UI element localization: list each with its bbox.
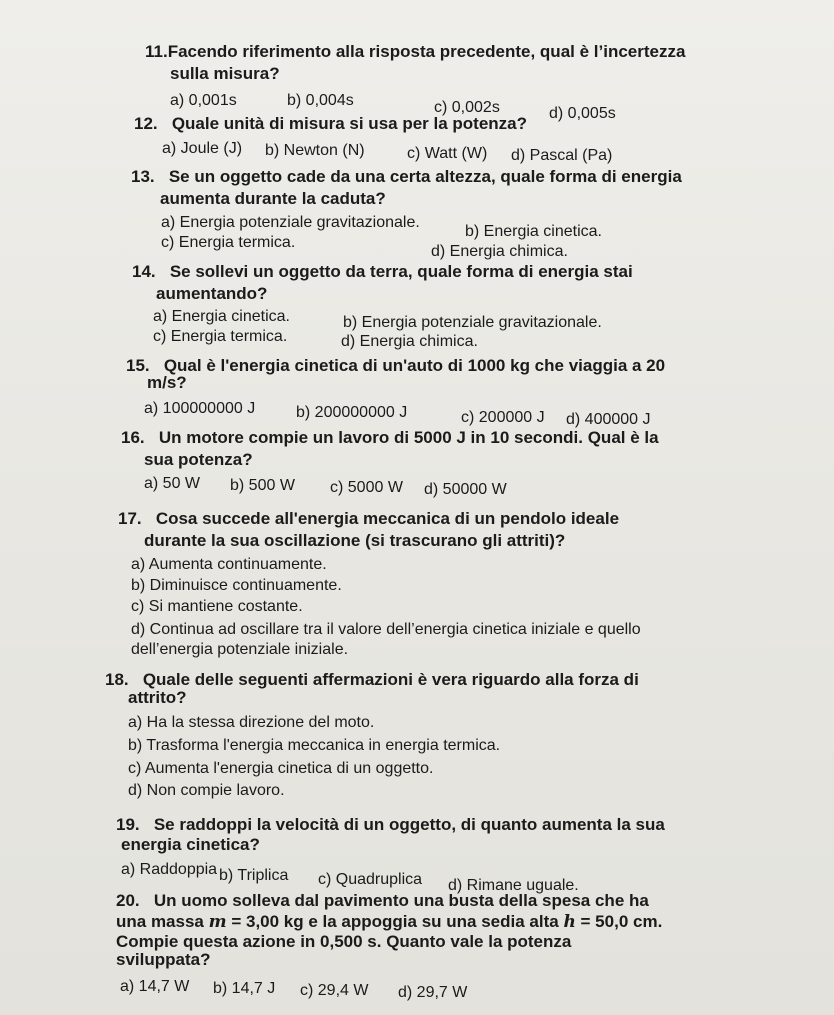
option-13-b[interactable]: b) Energia cinetica. bbox=[465, 223, 602, 240]
option-15-a[interactable]: a) 100000000 J bbox=[144, 400, 256, 417]
option-12-a[interactable]: a) Joule (J) bbox=[162, 140, 243, 157]
question-20-line2-part-a: una massa bbox=[116, 912, 209, 931]
option-18-d[interactable]: d) Non compie lavoro. bbox=[128, 782, 285, 799]
question-20-line4: sviluppata? bbox=[116, 950, 211, 969]
option-17-d-continued: dell’energia potenziale iniziale. bbox=[131, 641, 349, 658]
option-17-b[interactable]: b) Diminuisce continuamente. bbox=[131, 577, 342, 594]
option-17-a[interactable]: a) Aumenta continuamente. bbox=[131, 556, 327, 573]
mass-symbol: m bbox=[208, 912, 227, 932]
question-20-line3: Compie questa azione in 0,500 s. Quanto vale la potenza bbox=[116, 932, 572, 951]
option-18-c[interactable]: c) Aumenta l'energia cinetica di un oggetto. bbox=[128, 760, 434, 777]
question-16-line1 bbox=[121, 428, 659, 448]
question-20-line2-part-b: = 3,00 kg e la appoggia su una sedia alta bbox=[226, 912, 564, 931]
question-19-text: Se raddoppi la velocità di un oggetto, di quanto aumenta la sua bbox=[153, 815, 665, 834]
question-15-text: Qual è l'energia cinetica di un'auto di 1000 kg che viaggia a 20 bbox=[163, 356, 666, 375]
option-12-c[interactable]: c) Watt (W) bbox=[407, 145, 488, 162]
question-20-line2-part-c: = 50,0 cm. bbox=[575, 912, 663, 931]
option-17-c[interactable]: c) Si mantiene costante. bbox=[131, 598, 303, 615]
option-14-b[interactable]: b) Energia potenziale gravitazionale. bbox=[343, 314, 602, 331]
option-15-b[interactable]: b) 200000000 J bbox=[296, 404, 408, 421]
option-13-d[interactable]: d) Energia chimica. bbox=[431, 243, 568, 260]
option-14-a[interactable]: a) Energia cinetica. bbox=[153, 308, 290, 325]
option-20-c[interactable]: c) 29,4 W bbox=[300, 982, 369, 999]
question-20-number: 20. bbox=[116, 891, 140, 910]
question-17-line2: durante la sua oscillazione (si trascurano gli attriti)? bbox=[144, 531, 566, 550]
question-17-text: Cosa succede all'energia meccanica di un pendolo ideale bbox=[155, 509, 620, 528]
question-18-line1 bbox=[105, 670, 639, 690]
question-18-line2: attrito? bbox=[128, 688, 187, 707]
question-11-line1 bbox=[145, 42, 685, 62]
question-15-line1 bbox=[126, 356, 665, 376]
option-19-c[interactable]: c) Quadruplica bbox=[318, 871, 423, 888]
option-14-d[interactable]: d) Energia chimica. bbox=[341, 333, 478, 350]
question-12-text: Quale unità di misura si usa per la potenza? bbox=[171, 114, 528, 133]
option-13-a[interactable]: a) Energia potenziale gravitazionale. bbox=[161, 214, 420, 231]
question-15-number: 15. bbox=[126, 356, 150, 375]
question-15-line2: m/s? bbox=[147, 373, 187, 392]
option-20-a[interactable]: a) 14,7 W bbox=[120, 978, 190, 995]
option-18-b[interactable]: b) Trasforma l'energia meccanica in energia termica. bbox=[128, 737, 501, 754]
question-14-text: Se sollevi un oggetto da terra, quale forma di energia stai bbox=[169, 262, 633, 281]
option-19-a[interactable]: a) Raddoppia bbox=[121, 861, 218, 878]
question-11-text: Facendo riferimento alla risposta precedente, qual è l’incertezza bbox=[167, 42, 686, 61]
option-16-d[interactable]: d) 50000 W bbox=[424, 481, 507, 498]
question-18-number: 18. bbox=[105, 670, 129, 689]
question-19-line2: energia cinetica? bbox=[121, 835, 260, 854]
question-16-number: 16. bbox=[121, 428, 145, 447]
question-13-line2: aumenta durante la caduta? bbox=[160, 189, 386, 208]
question-11-number: 11. bbox=[145, 42, 168, 61]
question-12-line1 bbox=[134, 114, 527, 134]
question-20-line2 bbox=[116, 912, 662, 932]
option-20-b[interactable]: b) 14,7 J bbox=[213, 980, 276, 997]
question-19-line1 bbox=[116, 815, 665, 835]
question-11-line2: sulla misura? bbox=[170, 64, 280, 83]
option-17-d[interactable]: d) Continua ad oscillare tra il valore dell’energia cinetica iniziale e quello bbox=[131, 621, 641, 638]
question-12-number: 12. bbox=[134, 114, 158, 133]
option-11-d[interactable]: d) 0,005s bbox=[549, 105, 616, 122]
option-12-b[interactable]: b) Newton (N) bbox=[265, 142, 365, 159]
question-17-line1 bbox=[118, 509, 619, 529]
question-20-line1 bbox=[116, 891, 649, 911]
question-16-text: Un motore compie un lavoro di 5000 J in 10 secondi. Qual è la bbox=[158, 428, 659, 447]
option-11-c[interactable]: c) 0,002s bbox=[434, 99, 500, 116]
option-13-c[interactable]: c) Energia termica. bbox=[161, 234, 296, 251]
question-14-line1 bbox=[132, 262, 633, 282]
option-19-d[interactable]: d) Rimane uguale. bbox=[448, 877, 579, 894]
question-13-line1 bbox=[131, 167, 682, 187]
option-19-b[interactable]: b) Triplica bbox=[219, 867, 289, 884]
height-symbol: h bbox=[563, 912, 576, 932]
option-20-d[interactable]: d) 29,7 W bbox=[398, 984, 468, 1001]
option-16-c[interactable]: c) 5000 W bbox=[330, 479, 403, 496]
question-13-number: 13. bbox=[131, 167, 155, 186]
option-12-d[interactable]: d) Pascal (Pa) bbox=[511, 147, 613, 164]
question-14-line2: aumentando? bbox=[156, 284, 268, 303]
question-20-text: Un uomo solleva dal pavimento una busta della spesa che ha bbox=[153, 891, 649, 910]
option-11-b[interactable]: b) 0,004s bbox=[287, 92, 354, 109]
question-13-text: Se un oggetto cade da una certa altezza, quale forma di energia bbox=[168, 167, 682, 186]
option-16-b[interactable]: b) 500 W bbox=[230, 477, 295, 494]
option-15-d[interactable]: d) 400000 J bbox=[566, 411, 651, 428]
option-11-a[interactable]: a) 0,001s bbox=[170, 92, 237, 109]
option-15-c[interactable]: c) 200000 J bbox=[461, 409, 545, 426]
question-18-text: Quale delle seguenti affermazioni è vera riguardo alla forza di bbox=[142, 670, 639, 689]
option-14-c[interactable]: c) Energia termica. bbox=[153, 328, 288, 345]
question-19-number: 19. bbox=[116, 815, 140, 834]
question-14-number: 14. bbox=[132, 262, 156, 281]
question-17-number: 17. bbox=[118, 509, 142, 528]
question-16-line2: sua potenza? bbox=[144, 450, 253, 469]
option-16-a[interactable]: a) 50 W bbox=[144, 475, 201, 492]
option-18-a[interactable]: a) Ha la stessa direzione del moto. bbox=[128, 714, 375, 731]
